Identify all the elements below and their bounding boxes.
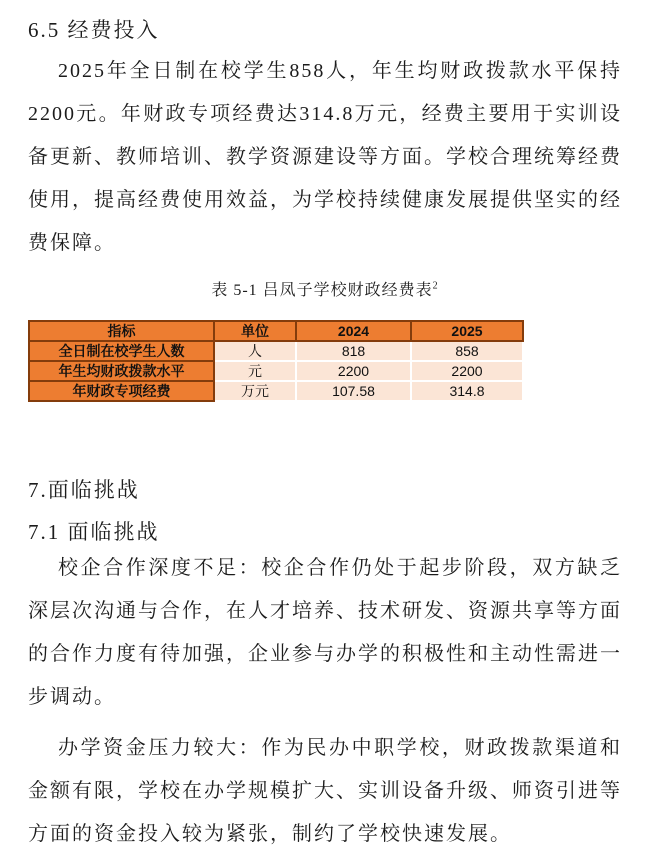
row-label: 年财政专项经费 [29, 381, 214, 401]
cell-2025-value: 314.8 [411, 381, 523, 401]
document-page [0, 15, 650, 853]
cell-2024-value: 2200 [296, 361, 411, 381]
cell-unit: 人 [214, 341, 296, 361]
cell-2024-value: 818 [296, 341, 411, 361]
cell-unit: 万元 [214, 381, 296, 401]
table-header-row [29, 321, 523, 341]
challenge-funding-paragraph: 办学资金压力较大：作为民办中职学校，财政拨款渠道和金额有限，学校在办学规模扩大、实训设备升级、师资引进等方面的资金投入较为紧张，制约了学校快速发展。 [28, 737, 622, 845]
row-label: 年生均财政拨款水平 [29, 361, 214, 381]
cell-2025-value: 2200 [411, 361, 523, 381]
section-heading-6-5: 6.5 经费投入 [28, 18, 160, 42]
challenge-cooperation-paragraph: 校企合作深度不足：校企合作仍处于起步阶段，双方缺乏深层次沟通与合作，在人才培养、技术研发、资源共享等方面的合作力度有待加强，企业参与办学的积极性和主动性需进一步调动。 [28, 557, 622, 708]
header-cell-2024: 2024 [296, 321, 411, 341]
table-row [29, 361, 523, 381]
header-cell-unit: 单位 [214, 321, 296, 341]
section-heading-7: 7.面临挑战 [28, 478, 140, 502]
section-heading-7-1: 7.1 面临挑战 [28, 520, 160, 544]
table-caption-text: 表 5-1 吕凤子学校财政经费表 [211, 282, 433, 299]
cell-unit: 元 [214, 361, 296, 381]
finance-table [28, 320, 524, 402]
header-cell-indicator: 指标 [29, 321, 214, 341]
table-row [29, 341, 523, 361]
cell-2025-value: 858 [411, 341, 523, 361]
table-row [29, 381, 523, 401]
table-caption [28, 279, 622, 303]
table-caption-footnote-marker: 2 [432, 280, 439, 292]
header-cell-2025: 2025 [411, 321, 523, 341]
row-label: 全日制在校学生人数 [29, 341, 214, 361]
funding-paragraph: 2025年全日制在校学生858人，年生均财政拨款水平保持2200元。年财政专项经费达314.8万元，经费主要用于实训设备更新、教师培训、教学资源建设等方面。学校合理统筹经费使用，提高经费使用效益，为学校持续健康发展提供坚实的经费保障。 [28, 60, 622, 254]
cell-2024-value: 107.58 [296, 381, 411, 401]
